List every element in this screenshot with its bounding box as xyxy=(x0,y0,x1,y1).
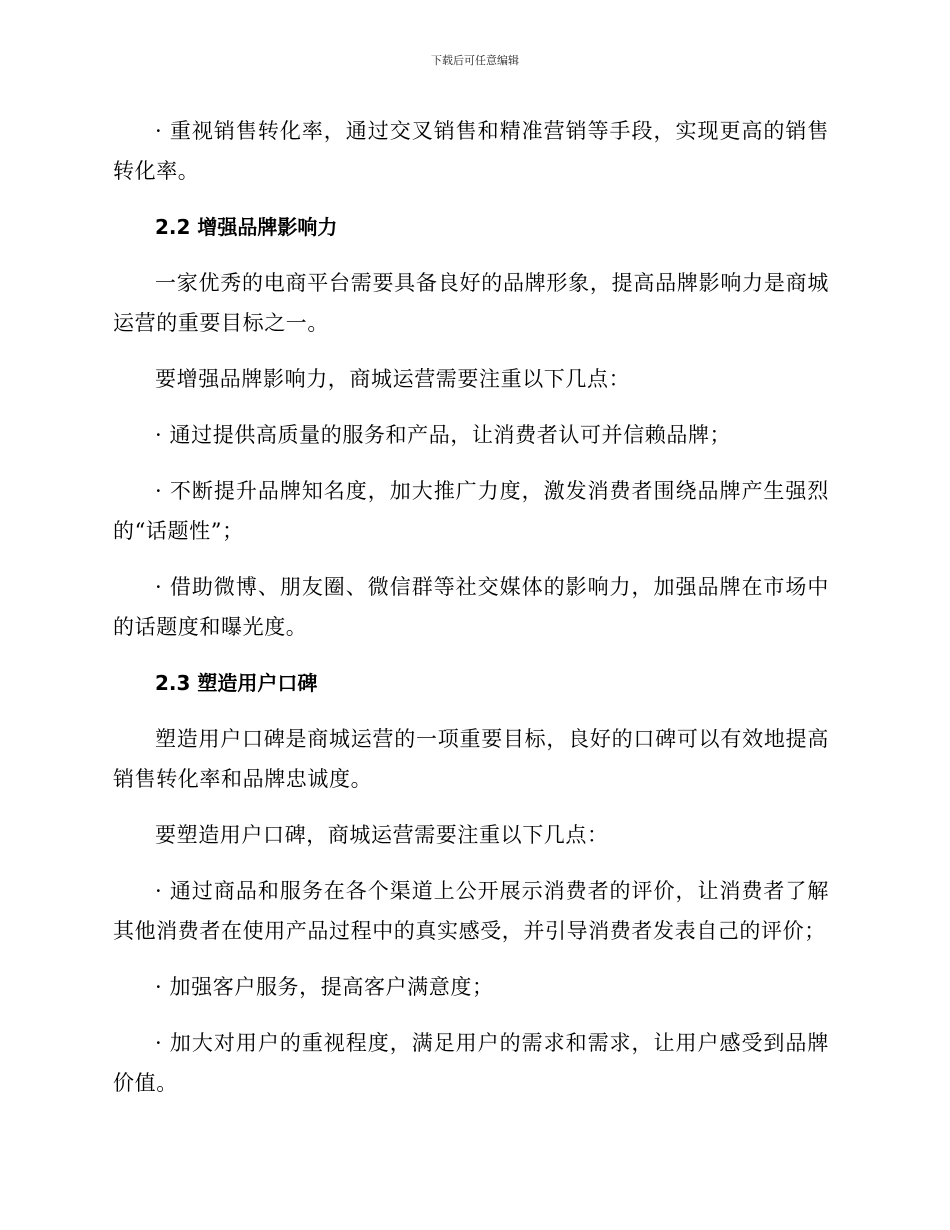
body-paragraph: 一家优秀的电商平台需要具备良好的品牌形象，提高品牌影响力是商城运营的重要目标之一。 xyxy=(113,271,829,335)
bullet-paragraph: · 不断提升品牌知名度，加大推广力度，激发消费者围绕品牌产生强烈的“话题性”； xyxy=(113,479,829,543)
section-heading: 2.3 塑造用户口碑 xyxy=(155,671,318,695)
bullet-paragraph: · 借助微博、朋友圈、微信群等社交媒体的影响力，加强品牌在市场中的话题度和曝光度。 xyxy=(113,575,829,639)
bullet-paragraph: · 加强客户服务，提高客户满意度； xyxy=(155,975,494,999)
bullet-paragraph: · 加大对用户的重视程度，满足用户的需求和需求，让用户感受到品牌价值。 xyxy=(113,1031,829,1095)
body-paragraph: 要塑造用户口碑，商城运营需要注重以下几点： xyxy=(155,823,609,847)
bullet-paragraph: · 通过商品和服务在各个渠道上公开展示消费者的评价，让消费者了解其他消费者在使用产品过程中的真实感受，并引导消费者发表自己的评价； xyxy=(113,879,829,943)
body-paragraph: 塑造用户口碑是商城运营的一项重要目标，良好的口碑可以有效地提高销售转化率和品牌忠诚度。 xyxy=(113,727,829,791)
bullet-paragraph: · 通过提供高质量的服务和产品，让消费者认可并信赖品牌； xyxy=(155,423,732,447)
page-header: 下载后可任意编辑 xyxy=(431,54,519,67)
section-heading: 2.2 增强品牌影响力 xyxy=(155,215,338,239)
body-paragraph: 要增强品牌影响力，商城运营需要注重以下几点： xyxy=(155,367,631,391)
document-body xyxy=(113,111,829,1103)
bullet-paragraph: · 重视销售转化率，通过交叉销售和精准营销等手段，实现更高的销售转化率。 xyxy=(113,119,829,183)
